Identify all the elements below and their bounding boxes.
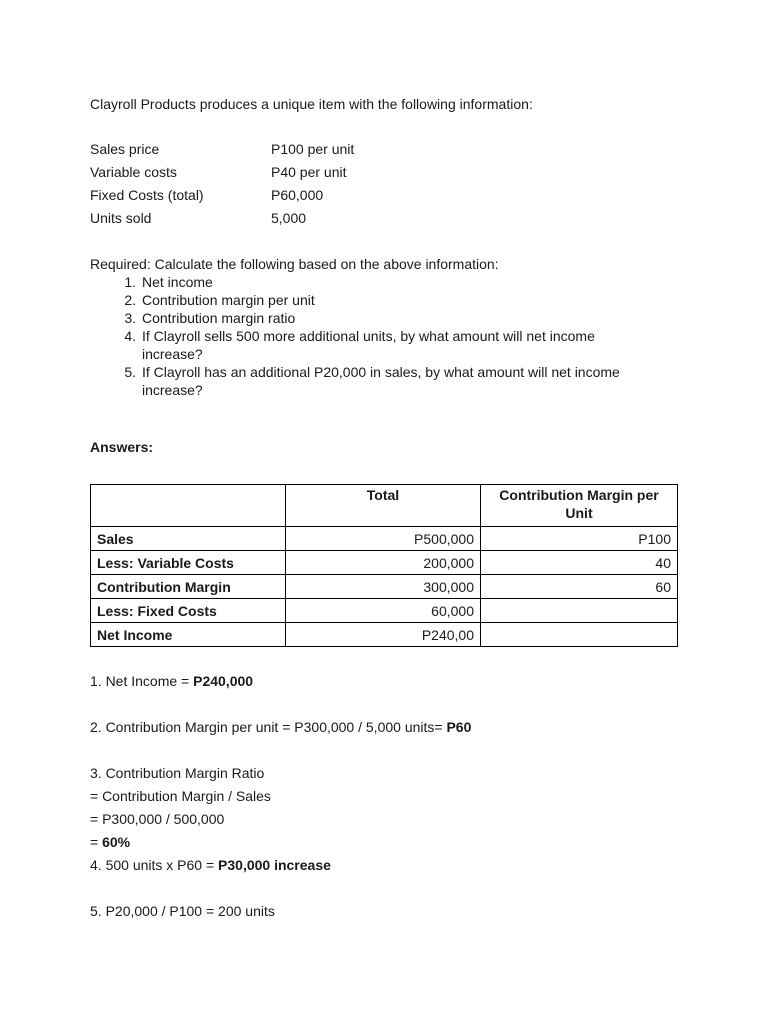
answer-3-result: 60% (102, 834, 131, 850)
table-header-row (91, 485, 678, 527)
answer-3-line-3: = P300,000 / 500,000 (90, 811, 225, 827)
fact-label: Variable costs (90, 164, 177, 180)
answer-1 (90, 670, 690, 693)
required-item (90, 363, 690, 399)
required-text: If Clayroll has an additional P20,000 in sales, by what amount will net income increase? (142, 364, 620, 398)
table-row (91, 623, 678, 647)
answer-5: 5. P20,000 / P100 = 200 units (90, 903, 275, 919)
answer-2 (90, 716, 690, 739)
table-row (91, 599, 678, 623)
answers-table (90, 484, 678, 647)
facts-list (90, 138, 690, 230)
fact-row (90, 184, 690, 207)
fact-row (90, 161, 690, 184)
table-row (91, 527, 678, 551)
intro-text: Clayroll Products produces a unique item with the following information: (90, 96, 533, 112)
table-header-cell: Total (286, 485, 481, 527)
required-number: 5. (124, 364, 136, 380)
required-item (90, 273, 690, 291)
answer-3-line-1: 3. Contribution Margin Ratio (90, 765, 265, 781)
answer-4-result: P30,000 increase (218, 857, 331, 873)
row-label: Contribution Margin (91, 575, 286, 599)
required-number: 3. (124, 310, 136, 326)
total-cell: P500,000 (286, 527, 481, 551)
document-page (90, 94, 690, 923)
fact-row (90, 207, 690, 230)
required-text: If Clayroll sells 500 more additional units, by what amount will net income increase? (142, 328, 595, 362)
row-label: Less: Fixed Costs (91, 599, 286, 623)
per-unit-cell: 40 (481, 551, 678, 575)
required-number: 1. (124, 274, 136, 290)
required-item (90, 327, 690, 363)
per-unit-cell (481, 599, 678, 623)
answer-1-result: P240,000 (193, 673, 254, 689)
fact-value: P60,000 (271, 187, 324, 203)
fact-label: Units sold (90, 210, 152, 226)
total-cell: 60,000 (286, 599, 481, 623)
fact-label: Sales price (90, 141, 160, 157)
required-text: Net income (142, 274, 213, 290)
required-intro: Required: Calculate the following based on the above information: (90, 256, 499, 272)
fact-row (90, 138, 690, 161)
per-unit-cell: 60 (481, 575, 678, 599)
fact-value: P40 per unit (271, 164, 347, 180)
required-item (90, 291, 690, 309)
required-number: 4. (124, 328, 136, 344)
answer-4 (90, 854, 690, 877)
fact-value: 5,000 (271, 210, 307, 226)
fact-value: P100 per unit (271, 141, 355, 157)
table-header-cell: Contribution Margin per Unit (481, 485, 678, 527)
required-list (90, 273, 690, 399)
row-label: Less: Variable Costs (91, 551, 286, 575)
table-header-cell (91, 485, 286, 527)
answer-3-line-4 (90, 831, 690, 854)
required-item (90, 309, 690, 327)
answer-2-result: P60 (446, 719, 472, 735)
answer-1-text: 1. Net Income = (90, 673, 194, 689)
answer-2-text: 2. Contribution Margin per unit = P300,000 / 5,000 units= (90, 719, 447, 735)
answers-section (90, 670, 690, 923)
total-cell: 300,000 (286, 575, 481, 599)
total-cell: 200,000 (286, 551, 481, 575)
row-label: Sales (91, 527, 286, 551)
fact-label: Fixed Costs (total) (90, 187, 204, 203)
answer-3-line-2: = Contribution Margin / Sales (90, 788, 271, 804)
answer-3-prefix: = (90, 834, 103, 850)
total-cell: P240,00 (286, 623, 481, 647)
required-number: 2. (124, 292, 136, 308)
required-text: Contribution margin per unit (142, 292, 315, 308)
table-row (91, 551, 678, 575)
per-unit-cell (481, 623, 678, 647)
answers-heading: Answers: (90, 439, 154, 455)
row-label: Net Income (91, 623, 286, 647)
per-unit-cell: P100 (481, 527, 678, 551)
answer-4-text: 4. 500 units x P60 = (90, 857, 219, 873)
required-text: Contribution margin ratio (142, 310, 296, 326)
table-row (91, 575, 678, 599)
